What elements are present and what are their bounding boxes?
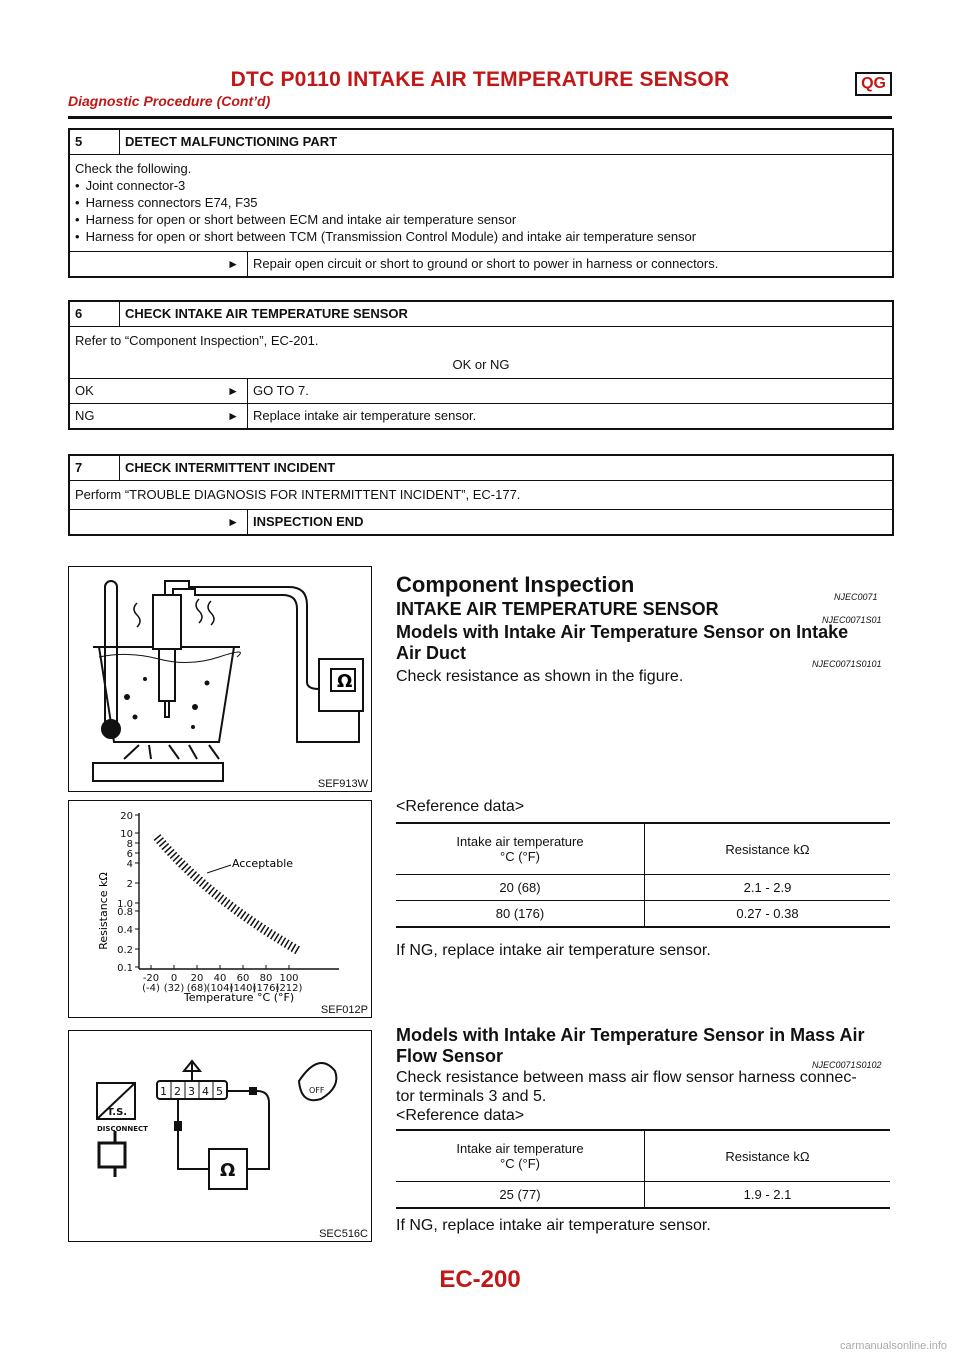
table-header-unit: °C (°F) <box>500 849 540 864</box>
model-2-reference-label: <Reference data> <box>396 1107 525 1124</box>
x-tick-label-f: (32) <box>163 983 185 994</box>
y-tick-label: 0.8 <box>117 907 133 918</box>
check-item: • Joint connector-3 <box>75 177 887 194</box>
table-header: Resistance kΩ <box>725 841 810 857</box>
y-tick-label: 0.2 <box>117 945 133 956</box>
step-title: DETECT MALFUNCTIONING PART <box>125 134 338 149</box>
figure-maf-connector <box>68 1030 372 1242</box>
ok-or-ng: OK or NG <box>452 357 510 372</box>
table-cell: 1.9 - 2.1 <box>743 1187 792 1202</box>
step-6-box <box>68 300 894 430</box>
y-tick-label: 1.0 <box>117 899 133 910</box>
step-body <box>70 155 892 251</box>
step-number: 5 <box>70 130 120 154</box>
y-tick-label: 6 <box>126 849 133 860</box>
sensor-bath-illustration <box>69 567 371 791</box>
x-tick-label-f: (140) <box>229 983 257 994</box>
connector-illustration <box>69 1031 371 1241</box>
y-tick-label: 10 <box>120 829 133 840</box>
page-header <box>68 68 892 109</box>
step-number: 6 <box>70 302 120 326</box>
section-code: NJEC0071 <box>834 592 878 602</box>
pin-label: 3 <box>188 1085 195 1098</box>
curve-label: Acceptable <box>232 857 294 870</box>
ts-label: T.S. <box>107 1107 128 1118</box>
table-header: Intake air temperature <box>456 834 584 849</box>
ignition-off-label: OFF <box>309 1086 325 1095</box>
y-tick-label: 4 <box>126 859 133 870</box>
ohm-icon: Ω <box>220 1160 236 1181</box>
model-1-ng-note: If NG, replace intake air temperature sensor. <box>396 942 711 959</box>
model-1-code: NJEC0071S0101 <box>812 659 882 669</box>
resistance-chart <box>69 801 371 1017</box>
ok-result: GO TO 7. <box>253 383 309 398</box>
ok-label: OK <box>75 383 94 398</box>
model-2-text-a: Check resistance between mass air flow sensor harness connec- <box>396 1069 857 1086</box>
figure-resistance-chart <box>68 800 372 1018</box>
x-tick-label-f: (212) <box>275 983 303 994</box>
step-number: 7 <box>70 456 120 480</box>
y-tick-label: 0.4 <box>117 925 133 936</box>
x-tick-label-f: (68) <box>186 983 208 994</box>
step-body: Refer to “Component Inspection”, EC-201. <box>75 333 319 348</box>
y-tick-label: 2 <box>126 879 133 890</box>
x-tick-label: 20 <box>190 973 204 984</box>
y-tick-label: 20 <box>120 811 133 822</box>
figure-id: SEF012P <box>320 1004 368 1016</box>
x-tick-label-f: (-4) <box>142 983 160 994</box>
x-tick-label: 100 <box>279 973 299 984</box>
arrow-icon: ► <box>227 384 239 398</box>
arrow-icon: ► <box>227 257 239 271</box>
table-header-unit: °C (°F) <box>500 1156 540 1171</box>
section-title: Component Inspection <box>396 572 635 597</box>
model-2-ng-note: If NG, replace intake air temperature sensor. <box>396 1217 711 1234</box>
page-title: DTC P0110 INTAKE AIR TEMPERATURE SENSOR <box>230 68 730 91</box>
check-item: • Harness for open or short between ECM and intake air temperature sensor <box>75 211 887 228</box>
y-tick-label: 8 <box>126 839 133 850</box>
page-number: EC-200 <box>439 1266 521 1293</box>
table-header: Resistance kΩ <box>725 1148 810 1164</box>
table-cell: 25 (77) <box>396 1182 645 1207</box>
x-axis-label: Temperature °C (°F) <box>183 991 295 1004</box>
pin-label: 5 <box>216 1085 223 1098</box>
pin-label: 4 <box>202 1085 209 1098</box>
step-title: CHECK INTAKE AIR TEMPERATURE SENSOR <box>125 306 408 321</box>
x-tick-label: 0 <box>170 973 178 984</box>
step-title: CHECK INTERMITTENT INCIDENT <box>125 460 336 475</box>
watermark: carmanualsonline.info <box>840 1340 948 1352</box>
step-intro: Check the following. <box>75 161 192 176</box>
x-tick-label: 40 <box>213 973 227 984</box>
table-cell: 0.27 - 0.38 <box>736 906 799 921</box>
reference-table-1 <box>396 822 890 928</box>
arrow-icon: ► <box>227 515 239 529</box>
step-body: Perform “TROUBLE DIAGNOSIS FOR INTERMITTENT INCIDENT”, EC-177. <box>75 487 521 502</box>
table-cell: 80 (176) <box>396 901 645 926</box>
x-tick-label: 60 <box>236 973 250 984</box>
step-result: INSPECTION END <box>253 514 364 529</box>
figure-id: SEC516C <box>319 1228 368 1240</box>
header-rule <box>68 116 892 119</box>
y-tick-label: 0.1 <box>117 963 133 974</box>
table-header: Intake air temperature <box>456 1141 584 1156</box>
subsection-code: NJEC0071S01 <box>822 615 882 625</box>
model-2-text-b: tor terminals 3 and 5. <box>396 1088 547 1105</box>
model-2-title-a: Models with Intake Air Temperature Sensor in Mass Air <box>396 1025 865 1045</box>
pin-label: 2 <box>174 1085 181 1098</box>
check-item: • Harness for open or short between TCM (Transmission Control Module) and intake air temperature sensor <box>75 228 887 245</box>
figure-sensor-in-water <box>68 566 372 792</box>
step-result: Repair open circuit or short to ground or short to power in harness or connectors. <box>253 256 719 271</box>
step-5-box <box>68 128 894 278</box>
model-1-title-a: Models with Intake Air Temperature Sensor on Intake <box>396 622 849 642</box>
step-7-box <box>68 454 894 536</box>
figure-id: SEF913W <box>317 778 368 790</box>
y-axis-label: Resistance kΩ <box>97 872 110 950</box>
check-item: • Harness connectors E74, F35 <box>75 194 887 211</box>
table-cell: 2.1 - 2.9 <box>743 880 792 895</box>
engine-badge: QG <box>855 72 892 96</box>
x-tick-label-f: (104) <box>206 983 234 994</box>
model-1-title-b: Air Duct <box>396 643 467 663</box>
pin-label: 1 <box>160 1085 167 1098</box>
ng-result: Replace intake air temperature sensor. <box>253 408 477 423</box>
x-tick-label-f: (176) <box>252 983 280 994</box>
arrow-icon: ► <box>227 409 239 423</box>
x-tick-label: 80 <box>259 973 273 984</box>
page-subtitle: Diagnostic Procedure (Cont’d) <box>68 93 271 109</box>
ohm-icon: Ω <box>337 671 353 692</box>
ng-label: NG <box>75 408 95 423</box>
model-2-title-b: Flow Sensor <box>396 1046 504 1066</box>
subsection-title: INTAKE AIR TEMPERATURE SENSOR <box>396 599 719 619</box>
model-1-text: Check resistance as shown in the figure. <box>396 668 684 685</box>
disconnect-label: DISCONNECT <box>97 1125 148 1133</box>
x-tick-label: -20 <box>142 973 160 984</box>
reference-table-2 <box>396 1129 890 1209</box>
reference-label: <Reference data> <box>396 798 525 815</box>
model-2-code: NJEC0071S0102 <box>812 1060 882 1070</box>
table-cell: 20 (68) <box>396 875 645 900</box>
